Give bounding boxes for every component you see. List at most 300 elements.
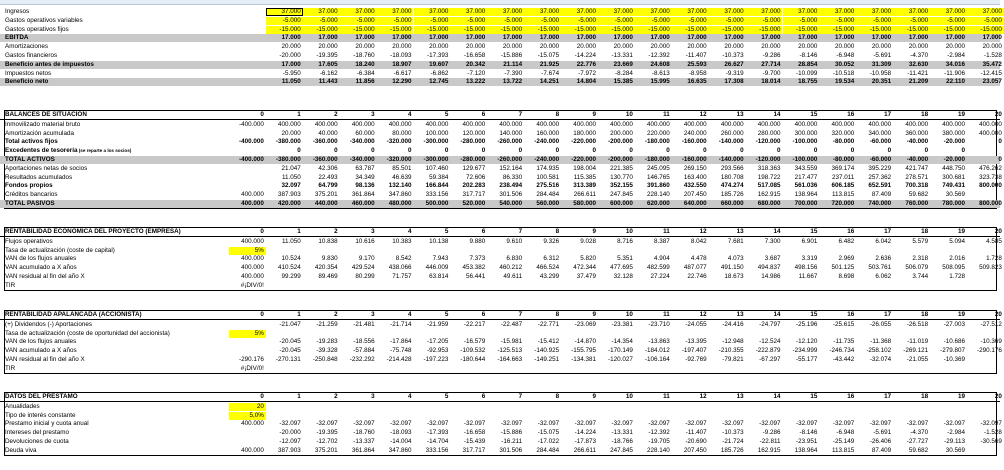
period-header[interactable]: 7: [518, 393, 523, 400]
value-cell[interactable]: 20.000: [687, 43, 707, 51]
value-cell[interactable]: 20.351: [871, 78, 892, 86]
value-cell[interactable]: -32.097: [463, 420, 486, 428]
value-cell[interactable]: 460.212: [499, 264, 523, 272]
value-cell[interactable]: -80.000: [832, 138, 855, 146]
value-cell[interactable]: -32.097: [980, 420, 1002, 428]
value-cell[interactable]: 14.986: [761, 273, 781, 280]
period-header[interactable]: 9: [592, 393, 596, 400]
value-cell[interactable]: -18.556: [353, 338, 375, 346]
period-header[interactable]: 4: [407, 393, 412, 400]
value-cell[interactable]: [229, 321, 266, 329]
column-header-bar[interactable]: [0, 0, 1000, 5]
value-cell[interactable]: 11.856: [355, 78, 375, 86]
period-header[interactable]: 20: [994, 393, 1002, 400]
value-cell[interactable]: -180.644: [460, 356, 486, 363]
period-header[interactable]: 14: [773, 311, 781, 318]
value-cell[interactable]: 17.000: [576, 34, 596, 42]
period-header[interactable]: 12: [699, 393, 707, 400]
value-cell[interactable]: -32.097: [722, 420, 744, 428]
value-cell[interactable]: 207.450: [683, 191, 707, 199]
value-cell[interactable]: [229, 438, 266, 446]
value-cell[interactable]: 247.845: [610, 446, 633, 454]
value-cell[interactable]: -21.047: [279, 320, 301, 328]
value-cell[interactable]: -32.097: [390, 420, 412, 428]
value-cell[interactable]: 440.000: [314, 200, 338, 207]
period-header[interactable]: 16: [847, 393, 855, 400]
value-cell[interactable]: 0: [555, 147, 560, 155]
value-cell[interactable]: -15.000: [672, 26, 709, 34]
value-cell[interactable]: -8.958: [688, 69, 707, 77]
value-cell[interactable]: 31.309: [871, 60, 892, 68]
value-cell[interactable]: 257.362: [868, 173, 892, 181]
value-cell[interactable]: [967, 191, 1004, 199]
value-cell[interactable]: -92.769: [685, 356, 707, 363]
value-cell[interactable]: -240.000: [534, 156, 560, 163]
value-cell[interactable]: 56.441: [466, 273, 486, 280]
value-cell[interactable]: 20.000: [871, 43, 892, 51]
period-header[interactable]: 8: [555, 228, 560, 235]
value-cell[interactable]: 387.903: [278, 191, 301, 199]
value-cell[interactable]: 20.000: [835, 43, 855, 51]
period-header[interactable]: 10: [625, 228, 633, 235]
value-cell[interactable]: 9.028: [580, 237, 596, 245]
value-cell[interactable]: -22.811: [759, 438, 781, 445]
value-cell[interactable]: 13.222: [466, 78, 486, 86]
value-cell[interactable]: 400.000: [241, 273, 264, 280]
period-header[interactable]: 9: [592, 311, 596, 318]
value-cell[interactable]: 278.571: [905, 173, 929, 181]
value-cell[interactable]: -18.093: [390, 52, 412, 59]
value-cell[interactable]: -5.000: [635, 17, 672, 25]
value-cell[interactable]: 24.608: [650, 60, 670, 68]
value-cell[interactable]: 400.000: [314, 120, 338, 128]
value-cell[interactable]: 163.400: [683, 173, 707, 181]
value-cell[interactable]: 9.170: [358, 255, 375, 263]
value-cell[interactable]: -12.392: [648, 429, 670, 437]
period-header[interactable]: 3: [371, 393, 375, 400]
value-cell[interactable]: -10.373: [722, 429, 744, 437]
value-cell[interactable]: 18.907: [392, 60, 412, 68]
value-cell[interactable]: 400.000: [905, 120, 929, 128]
value-cell[interactable]: 266.611: [573, 446, 596, 454]
value-cell[interactable]: -220.000: [571, 156, 596, 163]
period-header[interactable]: 18: [921, 228, 929, 235]
value-cell[interactable]: 46.639: [392, 173, 412, 181]
value-cell[interactable]: 32.128: [613, 273, 633, 280]
value-cell[interactable]: -27.003: [943, 320, 965, 328]
period-header[interactable]: 13: [736, 393, 744, 400]
period-header[interactable]: 19: [957, 393, 965, 400]
value-cell[interactable]: 240.000: [683, 129, 707, 137]
value-cell[interactable]: 18.240: [355, 60, 375, 68]
input-cell[interactable]: 20: [229, 403, 266, 411]
value-cell[interactable]: -5.000: [487, 17, 524, 25]
value-cell[interactable]: -1.528: [984, 429, 1002, 437]
value-cell[interactable]: 323.738: [979, 173, 1002, 181]
value-cell[interactable]: 429.524: [351, 264, 375, 272]
value-cell[interactable]: -120.000: [755, 156, 781, 163]
value-cell[interactable]: -14.704: [427, 438, 449, 445]
value-cell[interactable]: -210.355: [718, 347, 744, 355]
value-cell[interactable]: 410.524: [278, 264, 301, 272]
value-cell[interactable]: -15.000: [635, 26, 672, 34]
value-cell[interactable]: 333.156: [425, 446, 449, 454]
period-header[interactable]: 20: [994, 111, 1002, 118]
period-header[interactable]: 0: [260, 228, 264, 235]
value-cell[interactable]: 17.000: [466, 34, 486, 42]
period-header[interactable]: 5: [444, 311, 449, 318]
period-header[interactable]: 3: [371, 111, 375, 118]
value-cell[interactable]: 680.000: [757, 200, 781, 207]
value-cell[interactable]: 420.000: [278, 200, 301, 207]
value-cell[interactable]: 480.000: [388, 200, 412, 207]
value-cell[interactable]: -15.886: [500, 429, 523, 437]
value-cell[interactable]: 320.000: [831, 129, 855, 137]
value-cell[interactable]: -15.412: [537, 338, 560, 346]
row-label[interactable]: VAN acumulado a X años: [5, 264, 77, 272]
value-cell[interactable]: -32.097: [648, 420, 670, 428]
value-cell[interactable]: -21.714: [390, 320, 412, 328]
value-cell[interactable]: -79.821: [722, 356, 744, 363]
value-cell[interactable]: 9.830: [321, 255, 338, 263]
value-cell[interactable]: -26.518: [906, 320, 929, 328]
value-cell[interactable]: -19.705: [648, 438, 670, 445]
value-cell[interactable]: 491.150: [720, 264, 744, 272]
row-label[interactable]: Ingresos: [5, 8, 30, 15]
value-cell[interactable]: 5.579: [912, 237, 929, 245]
value-cell[interactable]: -13.337: [353, 438, 375, 445]
period-header[interactable]: 9: [592, 111, 596, 118]
value-cell[interactable]: 138.964: [794, 446, 818, 454]
value-cell[interactable]: -15.000: [967, 26, 1004, 34]
row-label[interactable]: Flujos operativos: [5, 237, 53, 245]
value-cell[interactable]: -13.331: [611, 52, 633, 59]
value-cell[interactable]: 498.156: [794, 264, 818, 272]
period-header[interactable]: 8: [555, 311, 560, 318]
value-cell[interactable]: 3.687: [764, 255, 781, 263]
value-cell[interactable]: 8.387: [654, 237, 670, 245]
row-label[interactable]: Amortización acumulada: [5, 129, 74, 137]
value-cell[interactable]: -197.223: [423, 356, 449, 363]
value-cell[interactable]: -5.000: [856, 17, 893, 25]
value-cell[interactable]: 11.667: [798, 273, 818, 280]
value-cell[interactable]: -23.069: [574, 320, 596, 328]
value-cell[interactable]: 80.299: [355, 273, 375, 280]
value-cell[interactable]: 300.000: [794, 129, 818, 137]
value-cell[interactable]: -15.000: [414, 26, 451, 34]
value-cell[interactable]: 2.318: [912, 255, 929, 263]
value-cell[interactable]: -6.948: [836, 52, 855, 59]
section-title[interactable]: BALANCES DE SITUACION: [5, 111, 87, 118]
value-cell[interactable]: -184.012: [644, 347, 670, 355]
value-cell[interactable]: -9.319: [725, 69, 744, 77]
period-header[interactable]: 13: [736, 311, 744, 318]
value-cell[interactable]: -109.532: [460, 347, 486, 355]
value-cell[interactable]: -30.569: [980, 438, 1002, 445]
value-cell[interactable]: -12.948: [722, 338, 744, 346]
value-cell[interactable]: -75.748: [390, 347, 412, 355]
value-cell[interactable]: 17.000: [908, 34, 929, 42]
value-cell[interactable]: 5.351: [617, 255, 633, 263]
period-header[interactable]: 7: [518, 111, 523, 118]
value-cell[interactable]: 2.636: [875, 255, 892, 263]
row-label[interactable]: Tasa de actualización (coste de capital): [5, 246, 115, 254]
value-cell[interactable]: 400.000: [573, 120, 596, 128]
value-cell[interactable]: 4.904: [654, 255, 670, 263]
value-cell[interactable]: -20.000: [279, 52, 301, 59]
value-cell[interactable]: -200.000: [608, 156, 633, 163]
value-cell[interactable]: 391.860: [647, 182, 670, 190]
value-cell[interactable]: -120.027: [608, 356, 633, 363]
value-cell[interactable]: -13.331: [611, 429, 633, 437]
value-cell[interactable]: 400.000: [794, 120, 818, 128]
value-cell[interactable]: 6.042: [875, 237, 892, 245]
value-cell[interactable]: -27.727: [906, 438, 929, 445]
value-cell[interactable]: -32.097: [832, 420, 855, 428]
value-cell[interactable]: 37.000: [746, 8, 783, 16]
period-header[interactable]: 13: [736, 111, 744, 118]
value-cell[interactable]: -300.000: [423, 138, 449, 146]
period-header[interactable]: 0: [260, 393, 264, 400]
value-cell[interactable]: 333.156: [425, 191, 449, 199]
value-cell[interactable]: 0: [666, 147, 670, 155]
value-cell[interactable]: 500.000: [425, 200, 449, 207]
value-cell[interactable]: 37.000: [561, 8, 598, 16]
value-cell[interactable]: 0: [887, 147, 892, 155]
value-cell[interactable]: 2.016: [949, 255, 965, 263]
period-header[interactable]: 17: [884, 393, 892, 400]
value-cell[interactable]: -140.000: [718, 156, 744, 163]
value-cell[interactable]: 400.000: [536, 120, 560, 128]
value-cell[interactable]: -17.393: [427, 429, 449, 437]
period-header[interactable]: 0: [260, 311, 264, 318]
value-cell[interactable]: 37.000: [598, 8, 635, 16]
value-cell[interactable]: -9.286: [762, 429, 781, 437]
value-cell[interactable]: -14.224: [574, 52, 596, 59]
value-cell[interactable]: 8.542: [395, 255, 412, 263]
value-cell[interactable]: 400.000: [241, 420, 264, 428]
value-cell[interactable]: -32.097: [353, 420, 375, 428]
value-cell[interactable]: -360.000: [312, 156, 338, 163]
value-cell[interactable]: 17.000: [539, 34, 560, 42]
value-cell[interactable]: -320.000: [386, 138, 412, 146]
value-cell[interactable]: 780.000: [942, 200, 965, 207]
value-cell[interactable]: 100.581: [536, 173, 560, 181]
period-header[interactable]: 17: [884, 111, 892, 118]
value-cell[interactable]: 87.409: [871, 191, 892, 199]
value-cell[interactable]: [229, 182, 266, 190]
value-cell[interactable]: 540.000: [499, 200, 523, 207]
value-cell[interactable]: -11.407: [685, 429, 707, 437]
value-cell[interactable]: 266.611: [573, 191, 596, 199]
value-cell[interactable]: 0: [850, 147, 855, 155]
value-cell[interactable]: -15.000: [561, 26, 598, 34]
value-cell[interactable]: 21.114: [503, 60, 523, 68]
value-cell[interactable]: 284.484: [536, 446, 560, 454]
value-cell[interactable]: 17.000: [502, 34, 523, 42]
value-cell[interactable]: 606.185: [831, 182, 855, 190]
row-label[interactable]: Prestamo inicial y cuota anual: [5, 420, 89, 428]
value-cell[interactable]: 0: [813, 147, 818, 155]
value-cell[interactable]: 400.000: [388, 120, 412, 128]
value-cell[interactable]: 0: [776, 147, 781, 155]
value-cell[interactable]: -2.984: [947, 429, 965, 437]
value-cell[interactable]: -4.370: [910, 429, 929, 437]
value-cell[interactable]: 198.004: [573, 164, 596, 172]
value-cell[interactable]: -15.000: [487, 26, 524, 34]
row-label[interactable]: Excedentes de tesorería (se reparte a los socios): [5, 147, 132, 155]
value-cell[interactable]: 30.569: [945, 191, 965, 199]
value-cell[interactable]: -21.055: [906, 356, 929, 363]
period-header[interactable]: 16: [847, 111, 855, 118]
value-cell[interactable]: -222.879: [755, 347, 781, 355]
value-cell[interactable]: -40.000: [906, 138, 929, 146]
value-cell[interactable]: 400.000: [241, 255, 264, 263]
value-cell[interactable]: -5.000: [303, 17, 340, 25]
value-cell[interactable]: 740.000: [868, 200, 892, 207]
value-cell[interactable]: -27.512: [980, 320, 1002, 328]
value-cell[interactable]: 400.000: [241, 237, 264, 245]
period-header[interactable]: 3: [371, 228, 375, 235]
value-cell[interactable]: -400.000: [239, 156, 264, 163]
value-cell[interactable]: 113.815: [831, 446, 855, 454]
value-cell[interactable]: 375.201: [314, 446, 338, 454]
value-cell[interactable]: -19.395: [316, 52, 338, 59]
value-cell[interactable]: -18.760: [353, 429, 375, 437]
value-cell[interactable]: 360.000: [905, 129, 929, 137]
value-cell[interactable]: [967, 147, 1004, 155]
value-cell[interactable]: 228.140: [647, 446, 670, 454]
value-cell[interactable]: -55.177: [796, 356, 818, 363]
period-header[interactable]: 19: [957, 228, 965, 235]
value-cell[interactable]: 180.000: [573, 129, 596, 137]
value-cell[interactable]: 400.000: [868, 120, 892, 128]
value-cell[interactable]: 37.000: [266, 8, 303, 16]
value-cell[interactable]: 40.000: [318, 129, 338, 137]
value-cell[interactable]: [229, 147, 266, 155]
value-cell[interactable]: 0: [407, 147, 412, 155]
row-label[interactable]: Gastos financieros: [5, 52, 58, 59]
value-cell[interactable]: 10.524: [281, 255, 301, 263]
value-cell[interactable]: 17.000: [650, 34, 670, 42]
period-header[interactable]: 11: [663, 393, 670, 400]
value-cell[interactable]: 580.000: [573, 200, 596, 207]
value-cell[interactable]: [967, 273, 1004, 281]
value-cell[interactable]: -16.658: [463, 52, 486, 59]
value-cell[interactable]: 20.000: [908, 43, 929, 51]
value-cell[interactable]: -246.734: [829, 347, 855, 355]
value-cell[interactable]: 494.837: [757, 264, 781, 272]
value-cell[interactable]: -5.691: [873, 429, 892, 437]
value-cell[interactable]: 260.000: [720, 129, 744, 137]
value-cell[interactable]: -5.000: [377, 17, 414, 25]
value-cell[interactable]: 37.000: [709, 8, 746, 16]
value-cell[interactable]: -197.407: [681, 347, 707, 355]
value-cell[interactable]: 72.606: [466, 173, 486, 181]
value-cell[interactable]: 313.389: [573, 182, 596, 190]
value-cell[interactable]: 37.000: [635, 8, 672, 16]
value-cell[interactable]: 4.585: [986, 237, 1002, 245]
row-label[interactable]: Tipo de interés constante: [5, 411, 76, 419]
value-cell[interactable]: -14.224: [574, 429, 596, 437]
value-cell[interactable]: 560.000: [536, 200, 560, 207]
value-cell[interactable]: 15.385: [613, 78, 633, 86]
value-cell[interactable]: -60.000: [869, 138, 892, 146]
value-cell[interactable]: 20.000: [576, 43, 596, 51]
value-cell[interactable]: 37.000: [856, 8, 893, 16]
value-cell[interactable]: 400.000: [831, 120, 855, 128]
value-cell[interactable]: 400.000: [241, 200, 264, 207]
value-cell[interactable]: -12.524: [759, 338, 781, 346]
period-header[interactable]: 6: [481, 393, 486, 400]
value-cell[interactable]: -20.000: [943, 138, 965, 146]
value-cell[interactable]: -15.075: [537, 52, 560, 59]
value-cell[interactable]: 466.524: [536, 264, 560, 272]
value-cell[interactable]: -279.807: [940, 347, 965, 355]
value-cell[interactable]: -32.097: [537, 420, 560, 428]
value-cell[interactable]: -14.870: [574, 338, 596, 346]
value-cell[interactable]: 37.000: [303, 8, 340, 16]
value-cell[interactable]: 17.000: [945, 34, 965, 42]
value-cell[interactable]: -290.176: [977, 347, 1002, 355]
period-header[interactable]: 16: [847, 311, 855, 318]
value-cell[interactable]: 20.000: [945, 43, 965, 51]
value-cell[interactable]: -39.328: [316, 347, 338, 355]
value-cell[interactable]: 140.000: [499, 129, 523, 137]
row-label[interactable]: Total activos fijos: [5, 138, 58, 146]
value-cell[interactable]: -10.369: [980, 338, 1002, 346]
value-cell[interactable]: 11.050: [281, 237, 301, 245]
value-cell[interactable]: 20.000: [318, 43, 338, 51]
value-cell[interactable]: -18.093: [390, 429, 412, 437]
period-header[interactable]: 5: [444, 228, 449, 235]
value-cell[interactable]: 400.000: [942, 120, 965, 128]
value-cell[interactable]: -5.000: [746, 17, 783, 25]
value-cell[interactable]: [229, 174, 266, 182]
value-cell[interactable]: 11.443: [318, 78, 338, 86]
value-cell[interactable]: 7.300: [764, 237, 781, 245]
value-cell[interactable]: 17.000: [281, 60, 301, 68]
value-cell[interactable]: -8.146: [799, 52, 818, 59]
value-cell[interactable]: 8.716: [617, 237, 633, 245]
value-cell[interactable]: 280.000: [757, 129, 781, 137]
value-cell[interactable]: -32.074: [869, 356, 892, 363]
period-header[interactable]: 8: [555, 393, 560, 400]
value-cell[interactable]: -32.097: [759, 420, 781, 428]
period-header[interactable]: 18: [921, 311, 929, 318]
value-cell[interactable]: -7.390: [504, 69, 523, 77]
value-cell[interactable]: -6.384: [356, 69, 375, 77]
value-cell[interactable]: -43.442: [832, 356, 855, 363]
value-cell[interactable]: 23.057: [982, 78, 1002, 86]
value-cell[interactable]: -23.951: [796, 438, 818, 445]
value-cell[interactable]: -32.097: [869, 420, 892, 428]
value-cell[interactable]: 460.000: [351, 200, 375, 207]
value-cell[interactable]: 16.635: [687, 78, 707, 86]
row-label[interactable]: Beneficio neto: [5, 78, 49, 86]
section-title[interactable]: RENTABILIDAD APALANCADA (ACCIONISTA): [5, 311, 142, 318]
value-cell[interactable]: 0: [297, 147, 301, 155]
value-cell[interactable]: 37.000: [414, 8, 451, 16]
value-cell[interactable]: -12.702: [316, 438, 338, 445]
value-cell[interactable]: 20.000: [650, 43, 670, 51]
value-cell[interactable]: 5.094: [949, 237, 965, 245]
value-cell[interactable]: [967, 447, 1004, 455]
value-cell[interactable]: -5.000: [414, 17, 451, 25]
value-cell[interactable]: 11.050: [281, 78, 301, 86]
value-cell[interactable]: -11.407: [685, 52, 707, 59]
value-cell[interactable]: 146.765: [647, 173, 670, 181]
